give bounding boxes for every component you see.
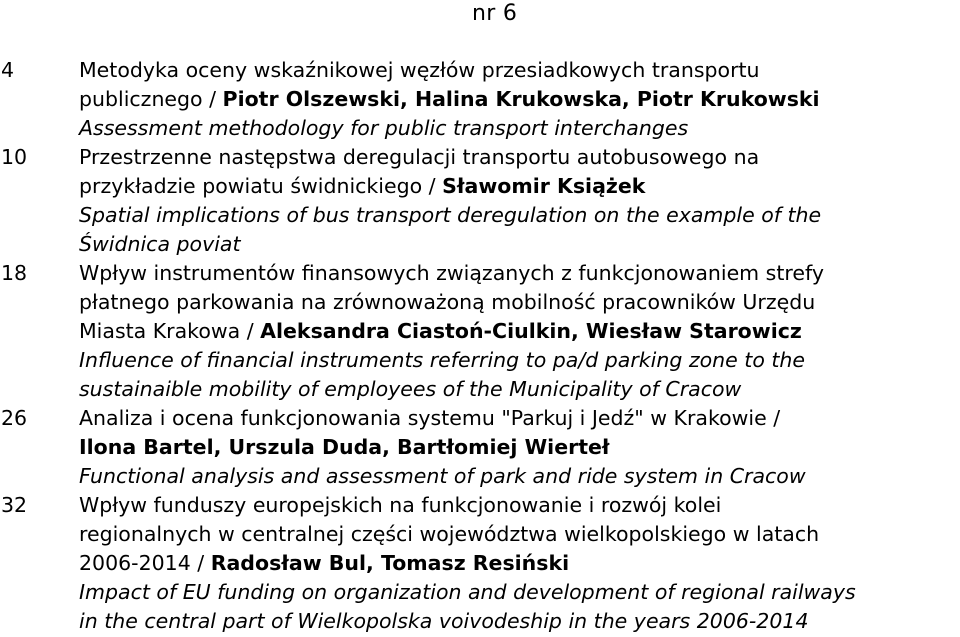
entry-body — [79, 491, 959, 636]
entry-authors: Radosław Bul, Tomasz Resiński — [210, 551, 570, 575]
entry-polish-title-line — [79, 491, 959, 520]
entry-polish-title-line — [79, 85, 959, 114]
entry-english-title-line: Impact of EU funding on organization and development of regional railways — [79, 580, 856, 604]
toc-entry — [0, 143, 960, 259]
entry-polish-title-line — [79, 56, 959, 85]
entry-polish-title-text: Przestrzenne następstwa deregulacji transportu autobusowego na — [79, 145, 760, 169]
entry-polish-title-text: Analiza i ocena funkcjonowania systemu "Parkuj i Jedź" w Krakowie / — [79, 406, 781, 430]
entry-authors: Ilona Bartel, Urszula Duda, Bartłomiej Wierteł — [79, 435, 610, 459]
entry-body — [79, 404, 959, 491]
entry-polish-title-text: Miasta Krakowa / — [79, 319, 261, 343]
entry-english-title-line: Assessment methodology for public transport interchanges — [79, 116, 689, 140]
entry-english-title-line: in the central part of Wielkopolska voivodeship in the years 2006-2014 — [79, 609, 809, 633]
entry-authors: Piotr Olszewski, Halina Krukowska, Piotr Krukowski — [222, 87, 820, 111]
entry-page-number: 4 — [1, 58, 15, 82]
entry-english-title-line: Influence of financial instruments referring to pa/d parking zone to the — [79, 348, 806, 372]
entry-polish-title-line — [79, 259, 959, 288]
entry-body — [79, 259, 959, 404]
table-of-contents — [0, 56, 960, 636]
entry-polish-title-text: regionalnych w centralnej części województwa wielkopolskiego w latach — [79, 522, 820, 546]
entry-polish-title-text: płatnego parkowania na zrównoważoną mobilność pracowników Urzędu — [79, 290, 816, 314]
entry-authors: Aleksandra Ciastoń-Ciulkin, Wiesław Starowicz — [260, 319, 802, 343]
entry-page-number: 18 — [1, 261, 28, 285]
entry-page-number: 32 — [1, 493, 28, 517]
entry-polish-title-line — [79, 549, 959, 578]
entry-english-title-line: Functional analysis and assessment of park and ride system in Cracow — [79, 464, 806, 488]
toc-entry — [0, 259, 960, 404]
entry-polish-title-text: 2006-2014 / — [79, 551, 211, 575]
entry-english-title-line: sustainaible mobility of employees of the Municipality of Cracow — [79, 377, 742, 401]
entry-english-title-line: Świdnica poviat — [79, 232, 241, 256]
toc-entry — [0, 404, 960, 491]
entry-polish-title-text: Wpływ funduszy europejskich na funkcjonowanie i rozwój kolei — [79, 493, 722, 517]
entry-polish-title-line — [79, 288, 959, 317]
entry-body — [79, 143, 959, 259]
toc-entry — [0, 491, 960, 636]
entry-polish-title-text: przykładzie powiatu świdnickiego / — [79, 174, 443, 198]
entry-english-title-line: Spatial implications of bus transport deregulation on the example of the — [79, 203, 822, 227]
entry-polish-title-line — [79, 520, 959, 549]
entry-page-number: 26 — [1, 406, 28, 430]
toc-entry — [0, 56, 960, 143]
entry-polish-title-line — [79, 404, 959, 433]
entry-body — [79, 56, 959, 143]
entry-polish-title-text: publicznego / — [79, 87, 223, 111]
issue-number: nr 6 — [472, 1, 518, 26]
entry-polish-title-line — [79, 143, 959, 172]
entry-polish-title-line — [79, 433, 959, 462]
entry-polish-title-line — [79, 172, 959, 201]
entry-page-number: 10 — [1, 145, 28, 169]
entry-authors: Sławomir Książek — [442, 174, 646, 198]
entry-polish-title-text: Wpływ instrumentów finansowych związanych z funkcjonowaniem strefy — [79, 261, 824, 285]
entry-polish-title-text: Metodyka oceny wskaźnikowej węzłów przesiadkowych transportu — [79, 58, 760, 82]
entry-polish-title-line — [79, 317, 959, 346]
